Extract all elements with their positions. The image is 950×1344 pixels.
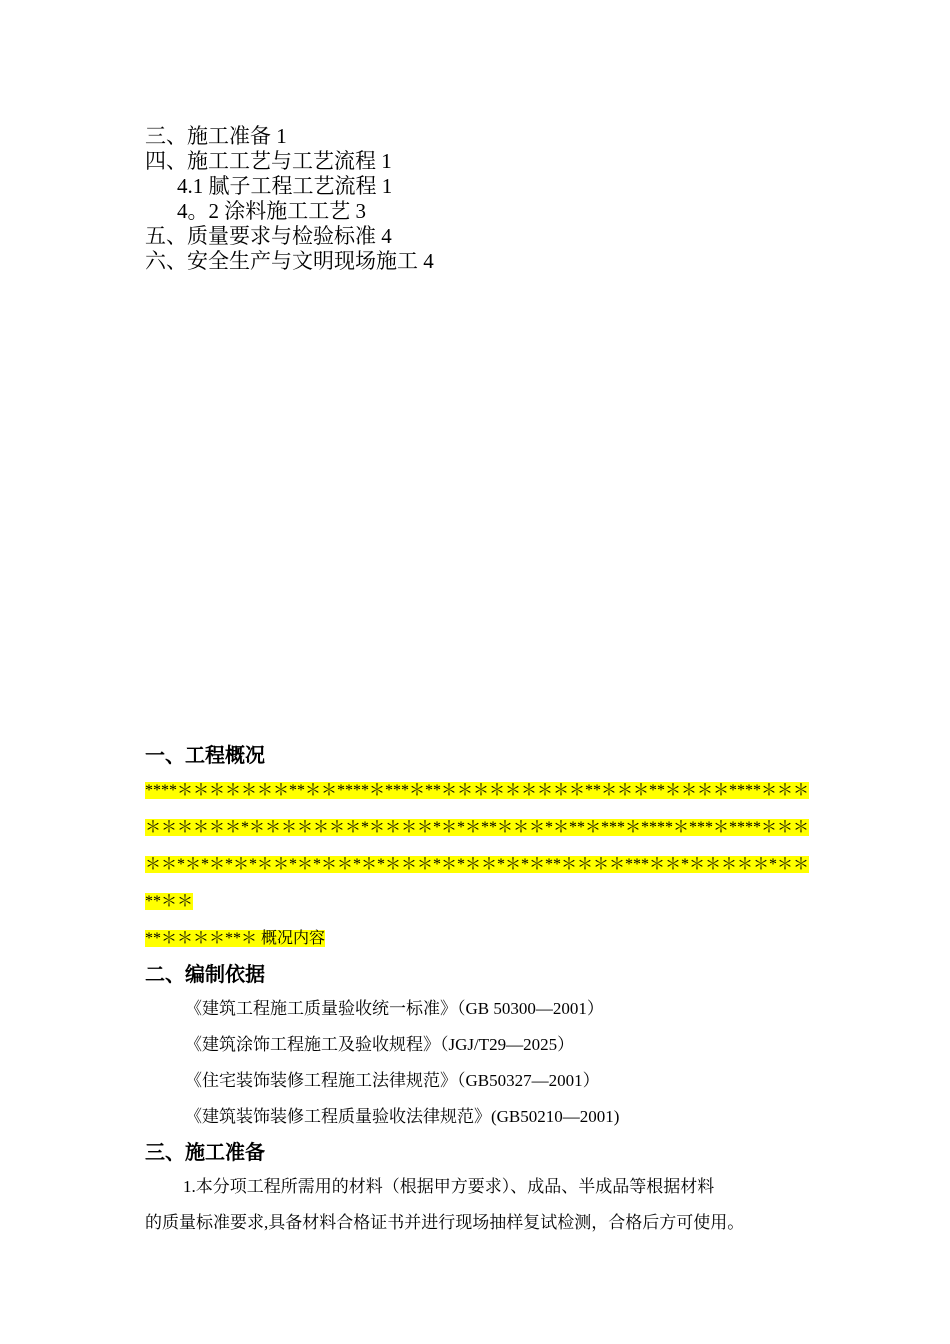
toc-subitem[interactable]: 4.1 腻子工程工艺流程 1 bbox=[177, 174, 393, 198]
highlighted-text-line: ＊＊*＊*＊*＊*＊＊*＊*＊＊*＊*＊＊＊*＊*＊＊*＊*＊**＊＊＊＊***＊＊*＊＊＊＊＊*＊＊**＊＊ bbox=[145, 856, 810, 910]
paragraph-line: 的质量标准要求,具备材料合格证书并进行现场抽样复试检测，合格后方可使用。 bbox=[145, 1213, 745, 1232]
reference-item: 《建筑装饰装修工程质量验收法律规范》(GB50210—2001) bbox=[185, 1107, 620, 1126]
highlighted-text-line: ****＊＊＊＊＊＊＊**＊＊****＊***＊**＊＊＊＊＊＊＊＊＊**＊＊＊**＊＊＊＊****＊＊＊ bbox=[145, 782, 810, 799]
toc-item[interactable]: 五、质量要求与检验标准 4 bbox=[145, 224, 392, 248]
section-heading-overview: 一、工程概况 bbox=[145, 743, 265, 767]
reference-item: 《建筑工程施工质量验收统一标准》（GB 50300—2001） bbox=[185, 999, 604, 1018]
overview-paragraph bbox=[145, 772, 810, 957]
document-body bbox=[145, 738, 810, 1241]
preparation-paragraph bbox=[145, 1169, 810, 1241]
reference-item: 《建筑涂饰工程施工及验收规程》（JGJ/T29—2025） bbox=[185, 1035, 575, 1054]
paragraph-line: 1.本分项工程所需用的材料（根据甲方要求）、成品、半成品等根据材料 bbox=[183, 1177, 715, 1196]
reference-list bbox=[145, 991, 810, 1135]
highlighted-text-line: ＊＊＊＊＊＊*＊＊＊＊＊＊＊*＊＊＊＊*＊*＊**＊＊＊*＊**＊***＊****＊***＊****＊＊＊ bbox=[145, 819, 810, 836]
toc-item[interactable]: 四、施工工艺与工艺流程 1 bbox=[145, 149, 392, 173]
section-heading-basis: 二、编制依据 bbox=[145, 962, 265, 986]
toc-subitem[interactable]: 4。2 涂料施工工艺 3 bbox=[177, 199, 366, 223]
reference-item: 《住宅装饰装修工程施工法律规范》（GB50327—2001） bbox=[185, 1071, 600, 1090]
toc-item[interactable]: 六、安全生产与文明现场施工 4 bbox=[145, 249, 434, 273]
table-of-contents bbox=[145, 124, 434, 274]
toc-item[interactable]: 三、施工准备 1 bbox=[145, 124, 287, 148]
section-heading-preparation: 三、施工准备 bbox=[145, 1140, 265, 1164]
highlighted-text-line: **＊＊＊＊**＊ 概况内容 bbox=[145, 930, 326, 947]
